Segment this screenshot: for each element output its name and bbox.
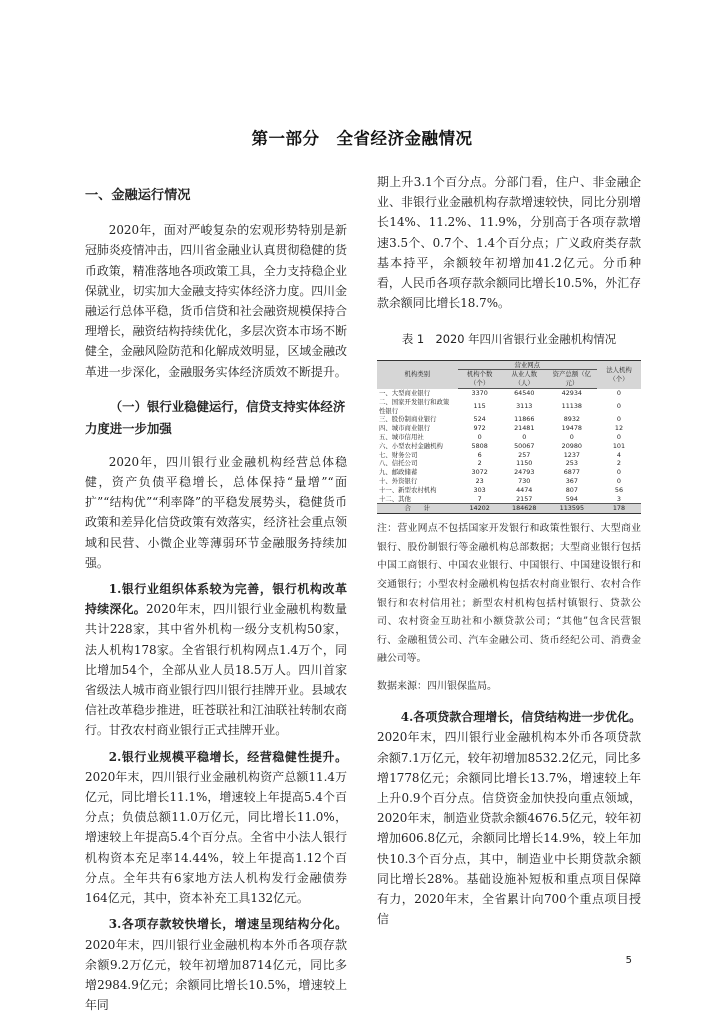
cell-assets: 6877	[563, 468, 580, 477]
table-row	[377, 415, 641, 424]
cell-count: 14202	[458, 504, 502, 514]
cell-assets: 367	[565, 476, 578, 485]
cell-name: 十、外资银行	[379, 476, 418, 485]
cell-legal: 101	[612, 441, 626, 450]
cell-legal: 0	[616, 468, 621, 477]
cell-count: 3370	[471, 389, 488, 398]
cell-name: 五、城市信用社	[379, 433, 424, 441]
table-row	[377, 442, 641, 451]
col-header-assets: 资产总额（亿元）	[547, 370, 597, 389]
table-row	[377, 424, 641, 433]
paragraph-body: 2020年末，四川银行业金融机构本外币各项贷款余额7.1万亿元，较年初增加8532.2亿元，同比多增1778亿元；余额同比增长13.7%，增速较上年上升0.9个百分点。信贷资金加快投向重点领域，2020年末，制造业贷款余额4676.5亿元，较年初增加606.8亿元，余额同比增长14.9%，较上年加快10.3个百分点，其中，制造业中长期贷款余额同比增长28%。基础设施补短板和重点项目保障有力，2020年末，全省累计向700个重点项目授信	[377, 730, 641, 927]
cell-assets: 1237	[563, 450, 580, 459]
col-header-count: 机构个数（个）	[458, 370, 502, 389]
col-header-staff: 从业人数（人）	[502, 370, 547, 389]
cell-staff: 1150	[516, 459, 533, 468]
cell-count: 115	[473, 402, 486, 411]
paragraph	[85, 579, 347, 741]
cell-assets: 8932	[563, 415, 580, 424]
table-row	[377, 389, 641, 398]
paragraph	[85, 747, 347, 909]
col-header-type: 机构类别	[377, 360, 458, 388]
cell-name: 六、小型农村金融机构	[379, 441, 443, 450]
cell-assets: 0	[569, 433, 574, 441]
cell-staff: 50067	[514, 441, 535, 450]
table-row	[377, 477, 641, 486]
table-row	[377, 459, 641, 468]
cell-staff: 257	[518, 450, 531, 459]
cell-staff: 24793	[514, 468, 535, 477]
cell-assets: 594	[565, 494, 578, 503]
cell-count: 23	[475, 476, 484, 485]
cell-legal: 0	[616, 402, 621, 411]
paragraph-lead: 2.银行业规模平稳增长，经营稳健性提升。	[108, 749, 347, 764]
cell-legal: 3	[616, 494, 621, 503]
cell-assets: 113595	[547, 504, 597, 514]
cell-count: 2	[477, 459, 482, 468]
table-row	[377, 468, 641, 477]
table-caption: 表 1 2020 年四川省银行业金融机构情况	[401, 332, 617, 347]
cell-count: 524	[473, 415, 486, 424]
cell-legal: 0	[616, 433, 621, 441]
paragraph-continued: 期上升3.1个百分点。分部门看，住户、非金融企业、非银行业金融机构存款增速较快，同比分别增长14%、11.2%、11.9%，分别高于各项存款增速3.5个、0.7个、1.4个百分点；广义政府类存款基本持平，余额较年初增加41.2亿元。分币种看，人民币各项存款余额同比增长10.5%，外汇存款余额同比增长18.7%。	[377, 175, 641, 311]
paragraph-body: 2020年末，四川银行业金融机构资产总额11.4万亿元，同比增长11.1%，增速较上年提高5.4个百分点；负债总额11.0万亿元，同比增长11.0%，增速较上年提高5.4个百分点。全省中小法人银行机构资本充足率14.44%，较上年提高1.12个百分点。全年共有6家地方法人机构发行金融债券164亿元，其中，资本补充工具132亿元。	[85, 769, 347, 906]
cell-count: 3072	[471, 468, 488, 477]
col-header-legal: 法人机构（个）	[597, 360, 641, 388]
cell-count: 7	[477, 494, 482, 503]
cell-assets: 11138	[561, 402, 582, 411]
table-row	[377, 398, 641, 416]
table-row	[377, 486, 641, 495]
intro-paragraph: 2020年，面对严峻复杂的宏观形势特别是新冠肺炎疫情冲击，四川省金融业认真贯彻稳健的货币政策，精准落地各项政策工具，全力支持稳企业保就业，切实加大金融支持实体经济力度。四川金融运行总体平稳，货币信贷和社会融资规模保持合理增长，融资结构持续优化，多层次资本市场不断健全，金融风险防范和化解成效明显，区域金融改革进一步深化，金融服务实体经济质效不断提升。	[85, 223, 347, 379]
data-source: 数据来源：四川银保监局。	[377, 680, 497, 692]
page-title: 第一部分 全省经济金融情况	[251, 129, 473, 148]
cell-assets: 807	[565, 485, 578, 494]
cell-name: 九、邮政储蓄	[379, 468, 418, 477]
paragraph	[85, 914, 347, 1015]
cell-count: 6	[477, 450, 482, 459]
cell-staff: 4474	[516, 485, 533, 494]
cell-count: 972	[473, 424, 486, 433]
cell-name: 十一、新型农村机构	[379, 485, 437, 494]
cell-legal: 0	[616, 476, 621, 485]
cell-staff: 184628	[502, 504, 547, 514]
cell-name: 一、大型商业银行	[379, 388, 431, 397]
cell-staff: 2157	[516, 494, 533, 503]
cell-name: 八、信托公司	[379, 459, 418, 468]
section-heading: 一、金融运行情况	[85, 188, 191, 203]
paragraph-body: 2020年末，四川银行业金融机构本外币各项存款余额9.2万亿元，较年初增加8714亿元，同比多增2984.9亿元；余额同比增长10.5%，增速较上年同	[85, 937, 347, 1013]
cell-name: 合 计	[377, 504, 458, 514]
table-total-row	[377, 504, 641, 514]
cell-count: 303	[473, 485, 486, 494]
cell-staff: 11866	[514, 415, 535, 424]
table-note: 注：营业网点不包括国家开发银行和政策性银行、大型商业银行、股份制银行等金融机构总部数据；大型商业银行包括中国工商银行、中国农业银行、中国银行、中国建设银行和交通银行；小型农村金融机构包括农村商业银行、农村合作银行和农村信用社；新型农村机构包括村镇银行、贷款公司、农村资金互助社和小额贷款公司；“其他”包含民营银行、金融租赁公司、汽车金融公司、货币经纪公司、消费金融公司等。	[377, 523, 641, 665]
cell-legal: 12	[614, 424, 624, 433]
cell-staff: 3113	[516, 402, 533, 411]
cell-assets: 253	[565, 459, 578, 468]
cell-staff: 21481	[514, 424, 535, 433]
cell-legal: 0	[616, 415, 621, 424]
cell-count: 0	[477, 433, 482, 441]
cell-assets: 19478	[561, 424, 582, 433]
bank-institutions-table	[377, 360, 641, 515]
cell-legal: 4	[616, 450, 621, 459]
cell-name: 十二、其他	[379, 494, 411, 503]
paragraph: 2020年，四川银行业金融机构经营总体稳健，资产负债平稳增长，总体保持“量增”“面扩”“结构优”“利率降”的平稳发展势头，稳健货币政策和差异化信贷政策有效落实，经济社会重点领域和民营、小微企业等薄弱环节金融服务持续加强。	[85, 454, 347, 570]
cell-name: 二、国家开发银行和政策性银行	[379, 397, 450, 415]
cell-staff: 0	[522, 433, 527, 441]
cell-assets: 42934	[561, 389, 582, 398]
paragraph	[377, 707, 641, 929]
paragraph-lead: 1.银行业组织体系较为完善，银行机构改革持续深化。	[85, 582, 347, 617]
paragraph-lead: 3.各项存款较快增长，增速呈现结构分化。	[108, 917, 347, 932]
cell-name: 七、财务公司	[379, 450, 418, 459]
table-row	[377, 495, 641, 504]
cell-name: 四、城市商业银行	[379, 424, 431, 433]
cell-legal: 2	[616, 459, 621, 468]
table-row	[377, 433, 641, 442]
left-column	[85, 172, 347, 1021]
page-number: 5	[625, 955, 632, 966]
cell-staff: 730	[518, 476, 531, 485]
paragraph-body: 2020年末，四川银行业金融机构数量共计228家，其中省外机构一级分支机构50家，法人机构178家。全省银行机构网点1.4万个，同比增加54个，全部从业人员18.5万人。四川首家省级法人城市商业银行四川银行挂牌开业。县域农信社改革稳步推进，旺苍联社和江油联社转制农商行。甘孜农村商业银行正式挂牌开业。	[85, 602, 347, 738]
cell-assets: 20980	[561, 441, 582, 450]
cell-count: 5808	[471, 441, 488, 450]
cell-name: 三、股份制商业银行	[379, 415, 437, 424]
right-column	[377, 172, 641, 935]
cell-legal: 56	[614, 485, 624, 494]
col-header-outlets: 营业网点	[458, 360, 597, 370]
cell-legal: 0	[616, 388, 621, 397]
paragraph-lead: 4.各项贷款合理增长，信贷结构进一步优化。	[400, 710, 641, 725]
cell-staff: 64540	[514, 389, 535, 398]
cell-legal: 178	[597, 504, 641, 514]
subsection-heading: （一）银行业稳健运行，信贷支持实体经济力度进一步加强	[85, 398, 346, 436]
